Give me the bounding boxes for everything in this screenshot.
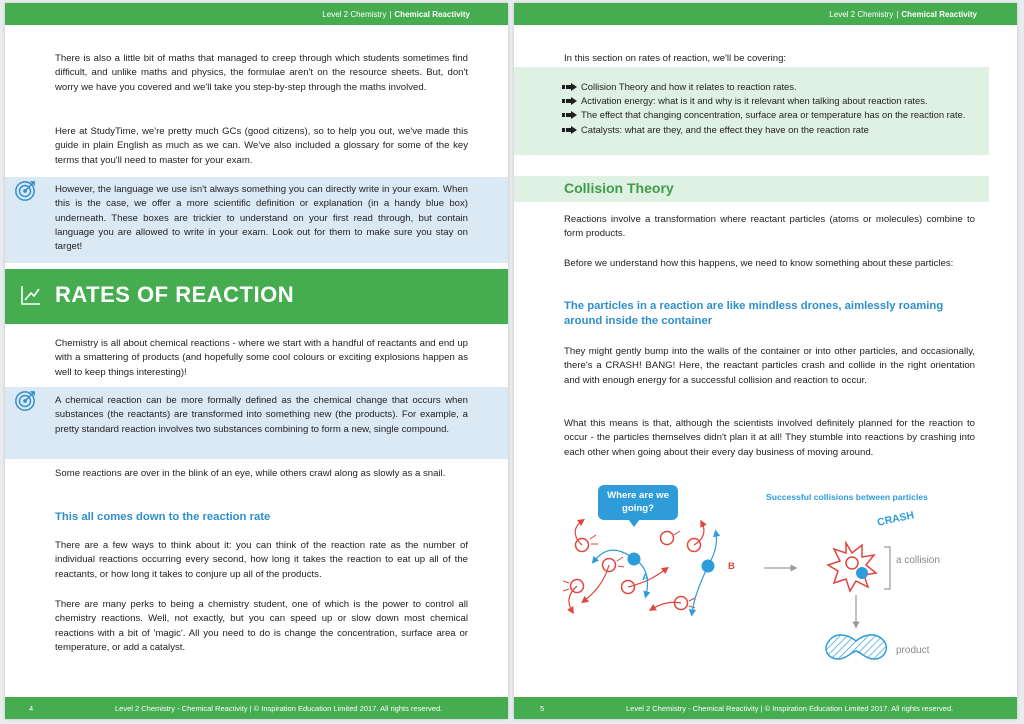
- product-label: product: [896, 645, 930, 656]
- section-banner: [514, 176, 989, 202]
- paragraph: Some reactions are over in the blink of an eye, while others crawl along as slowly as a snail.: [55, 468, 446, 479]
- paragraph: There is also a little bit of maths that managed to creep through which students sometimes find difficult, and unlike maths and physics, the formulae aren't on the resource sheets. But, don't worry we have you covered and we'll take you step-by-step through the maths involved.: [55, 53, 468, 93]
- left-page: [5, 3, 508, 719]
- collision-diagram: [554, 483, 1014, 683]
- header-course: Level 2 Chemistry: [829, 9, 894, 19]
- definition-text: A chemical reaction can be more formally defined as the chemical change that occurs when substances (the reactants) are transformed into something new (the products). For example, a pretty standard reaction involves two substances combining to form a new, single compound.: [55, 395, 468, 435]
- header-topic: Chemical Reactivity: [394, 9, 470, 19]
- header-separator: |: [896, 9, 899, 19]
- paragraph: They might gently bump into the walls of the container or into other particles, and occasionally, there's a CRASH! BANG! Here, the reactant particles crash and collide in the right orientation and with enough energy for a successful collision and reaction to occur.: [564, 346, 975, 386]
- paragraph: What this means is that, although the scientists involved definitely planned for the reaction to occur - the particles themselves didn't plan it at all! They stumble into reactions by crashing into each other when going about their every day business of moving around.: [564, 418, 975, 458]
- list-item-text: Catalysts: what are they, and the effect they have on the reaction rate: [581, 123, 869, 135]
- book-spread: [5, 3, 1019, 719]
- paragraph: There are many perks to being a chemistry student, one of which is the power to control all chemistry reactions. Well, not exactly, but you can speed up or slow down most chemical reactions with a bit of 'magic'. All you need to do is change the concentration, surface area or temperature, or add a catalyst.: [55, 599, 468, 653]
- crash-label: CRASH: [876, 509, 916, 529]
- section-banner: [5, 269, 508, 324]
- arrow-icon: [562, 126, 577, 134]
- list-item: [562, 123, 980, 137]
- target-icon: [14, 390, 36, 412]
- definition-box: [5, 177, 508, 263]
- paragraph: Reactions involve a transformation where reactant particles (atoms or molecules) combine to form products.: [564, 214, 975, 240]
- subheading: The particles in a reaction are like mindless drones, aimlessly roaming around inside the container: [564, 300, 944, 327]
- particle-label-b: B: [728, 561, 735, 572]
- arrow-icon: [562, 97, 577, 105]
- subheading: This all comes down to the reaction rate: [55, 511, 271, 523]
- page-number: 5: [540, 703, 545, 713]
- paragraph: Here at StudyTime, we're pretty much GCs (good citizens), so to help you out, we've made this guide in plain English as much as we can. We've also included a glossary for some of the key terms that you'll need to master for your exam.: [55, 126, 468, 166]
- topics-box: [514, 67, 989, 155]
- arrow-icon: [562, 83, 577, 91]
- list-item: [562, 108, 980, 122]
- page-footer: [514, 697, 1017, 719]
- diagram-title: Successful collisions between particles: [766, 492, 928, 502]
- paragraph: In this section on rates of reaction, we'll be covering:: [564, 53, 787, 64]
- particles-illustration: [554, 483, 1014, 683]
- footer-text: Level 2 Chemistry - Chemical Reactivity | © Inspiration Education Limited 2017. All rights reserved.: [115, 703, 443, 713]
- header-course: Level 2 Chemistry: [322, 9, 387, 19]
- page-footer: [5, 697, 508, 719]
- list-item-text: Activation energy: what is it and why is it relevant when talking about reaction rates.: [581, 95, 928, 107]
- chart-icon: [19, 283, 43, 307]
- target-icon: [14, 180, 36, 202]
- right-page: [514, 3, 1017, 719]
- list-item-text: The effect that changing concentration, surface area or temperature has on the reaction rate.: [581, 109, 966, 121]
- page-header: [5, 3, 508, 25]
- section-title: Collision Theory: [564, 180, 674, 196]
- paragraph: Chemistry is all about chemical reactions - where we start with a handful of reactants and end up with a smattering of products (and hopefully some cool colours or exciting explosions happen as well to keep things interesting)!: [55, 338, 468, 378]
- page-header: [514, 3, 1017, 25]
- list-item: [562, 94, 980, 108]
- arrow-icon: [562, 111, 577, 119]
- page-number: 4: [29, 703, 34, 713]
- footer-text: Level 2 Chemistry - Chemical Reactivity | © Inspiration Education Limited 2017. All rights reserved.: [626, 703, 954, 713]
- list-item: [562, 80, 980, 94]
- header-topic: Chemical Reactivity: [901, 9, 977, 19]
- definition-text: However, the language we use isn't always something you can directly write in your exam. When this is the case, we offer a more scientific definition or explanation (in a handy blue box) underneath. These boxes are trickier to understand on your first read through, but contain language you are allowed to write in your exam. Look out for them to make sure you stay on target!: [55, 184, 468, 253]
- collision-label: a collision: [896, 555, 940, 566]
- list-item-text: Collision Theory and how it relates to reaction rates.: [581, 81, 797, 92]
- header-separator: |: [389, 9, 392, 19]
- topics-list: [562, 80, 980, 137]
- paragraph: Before we understand how this happens, we need to know something about these particles:: [564, 258, 954, 269]
- definition-box: [5, 387, 508, 459]
- speech-bubble: Where are we going?: [598, 485, 678, 520]
- section-title: RATES OF REACTION: [55, 282, 295, 307]
- paragraph: There are a few ways to think about it: you can think of the reaction rate as the number of individual reactions occurring every second, how long it takes the reaction to eat up all of the reactants, or how long it takes to conjure up all of the products.: [55, 540, 468, 580]
- particle-label-a: A: [642, 572, 649, 583]
